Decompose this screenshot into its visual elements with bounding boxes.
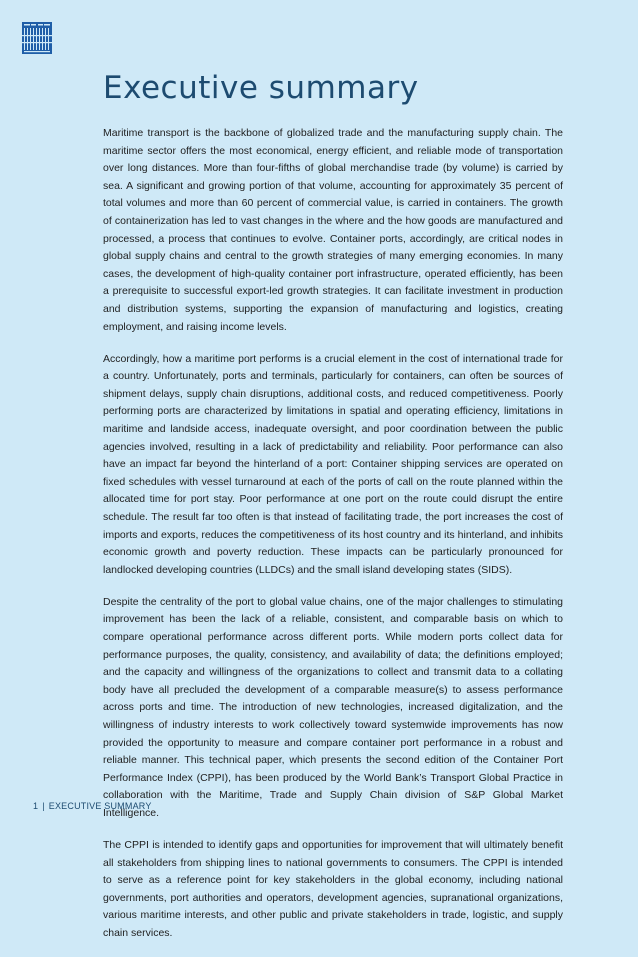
body-text: [103, 125, 563, 957]
paragraph: Despite the centrality of the port to global value chains, one of the major challenges to stimulating improvement has been the lack of a reliable, consistent, and comparable basis on which to compare operational performance across different ports. While modern ports collect data for performance purposes, the quality, consistency, and availability of data; the definitions employed; and the capacity and willingness of the organizations to collect and transmit data to a collating body have all precluded the development of a comparable measure(s) to assess performance across ports and time. The introduction of new technologies, increased digitalization, and the willingness of industry interests to work collectively toward systemwide improvements has now provided the opportunity to measure and compare container port performance in a robust and reliable manner. This technical paper, which presents the second edition of the Container Port Performance Index (CPPI), has been produced by the World Bank’s Transport Global Practice in collaboration with the Maritime, Trade and Supply Chain division of S&P Global Market Intelligence.: [103, 595, 563, 819]
shipping-container-stack-icon: [22, 22, 52, 54]
section-name: EXECUTIVE SUMMARY: [48, 801, 152, 811]
paragraph: Accordingly, how a maritime port performs is a crucial element in the cost of international trade for a country. Unfortunately, ports and terminals, particularly for containers, can often be sources of shipment delays, supply chain disruptions, additional costs, and reduced competitiveness. Poorly performing ports are characterized by limitations in spatial and operating efficiency, limitations in maritime and landside access, inadequate oversight, and poor coordination between the public agencies involved, resulting in a lack of predictability and reliability. Poor performance can also have an impact far beyond the hinterland of a port: Container shipping services are operated on fixed schedules with vessel turnaround at each of the ports of call on the route planned within the allocated time for port stay. Poor performance at one port on the route could disrupt the entire schedule. The result far too often is that instead of facilitating trade, the port increases the cost of imports and exports, reduces the competitiveness of its host country and its hinterland, and inhibits economic growth and poverty reduction. These impacts can be particularly pronounced for landlocked developing countries (LLDCs) and the small island developing states (SIDS).: [103, 352, 563, 576]
paragraph: Maritime transport is the backbone of globalized trade and the manufacturing supply chain. The maritime sector offers the most economical, energy efficient, and reliable mode of transportation over long distances. More than four-fifths of global merchandise trade (by volume) is carried by sea. A significant and growing portion of that volume, accounting for approximately 35 percent of total volumes and more than 60 percent of commercial value, is carried in containers. The growth of containerization has led to vast changes in the where and the how goods are manufactured and processed, a process that continues to evolve. Container ports, accordingly, are critical nodes in global supply chains and central to the growth strategies of many emerging economies. In many cases, the development of high-quality container port infrastructure, operated efficiently, has been a prerequisite to successful export-led growth strategies. It can facilitate investment in production and distribution systems, supporting the expansion of manufacturing and logistics, creating employment, and raising income levels.: [103, 127, 563, 333]
paragraph: The CPPI is intended to identify gaps and opportunities for improvement that will ultimately benefit all stakeholders from shipping lines to national governments to consumers. The CPPI is intended to serve as a reference point for key stakeholders in the global economy, including national governments, port authorities and operators, development agencies, supranational organizations, various maritime interests, and other public and private stakeholders in trade, logistic, and supply chain services.: [103, 839, 563, 940]
page-number: 1: [33, 801, 39, 811]
page-title: Executive summary: [103, 70, 419, 106]
footer-separator: |: [42, 801, 45, 811]
page-footer: [33, 801, 152, 811]
